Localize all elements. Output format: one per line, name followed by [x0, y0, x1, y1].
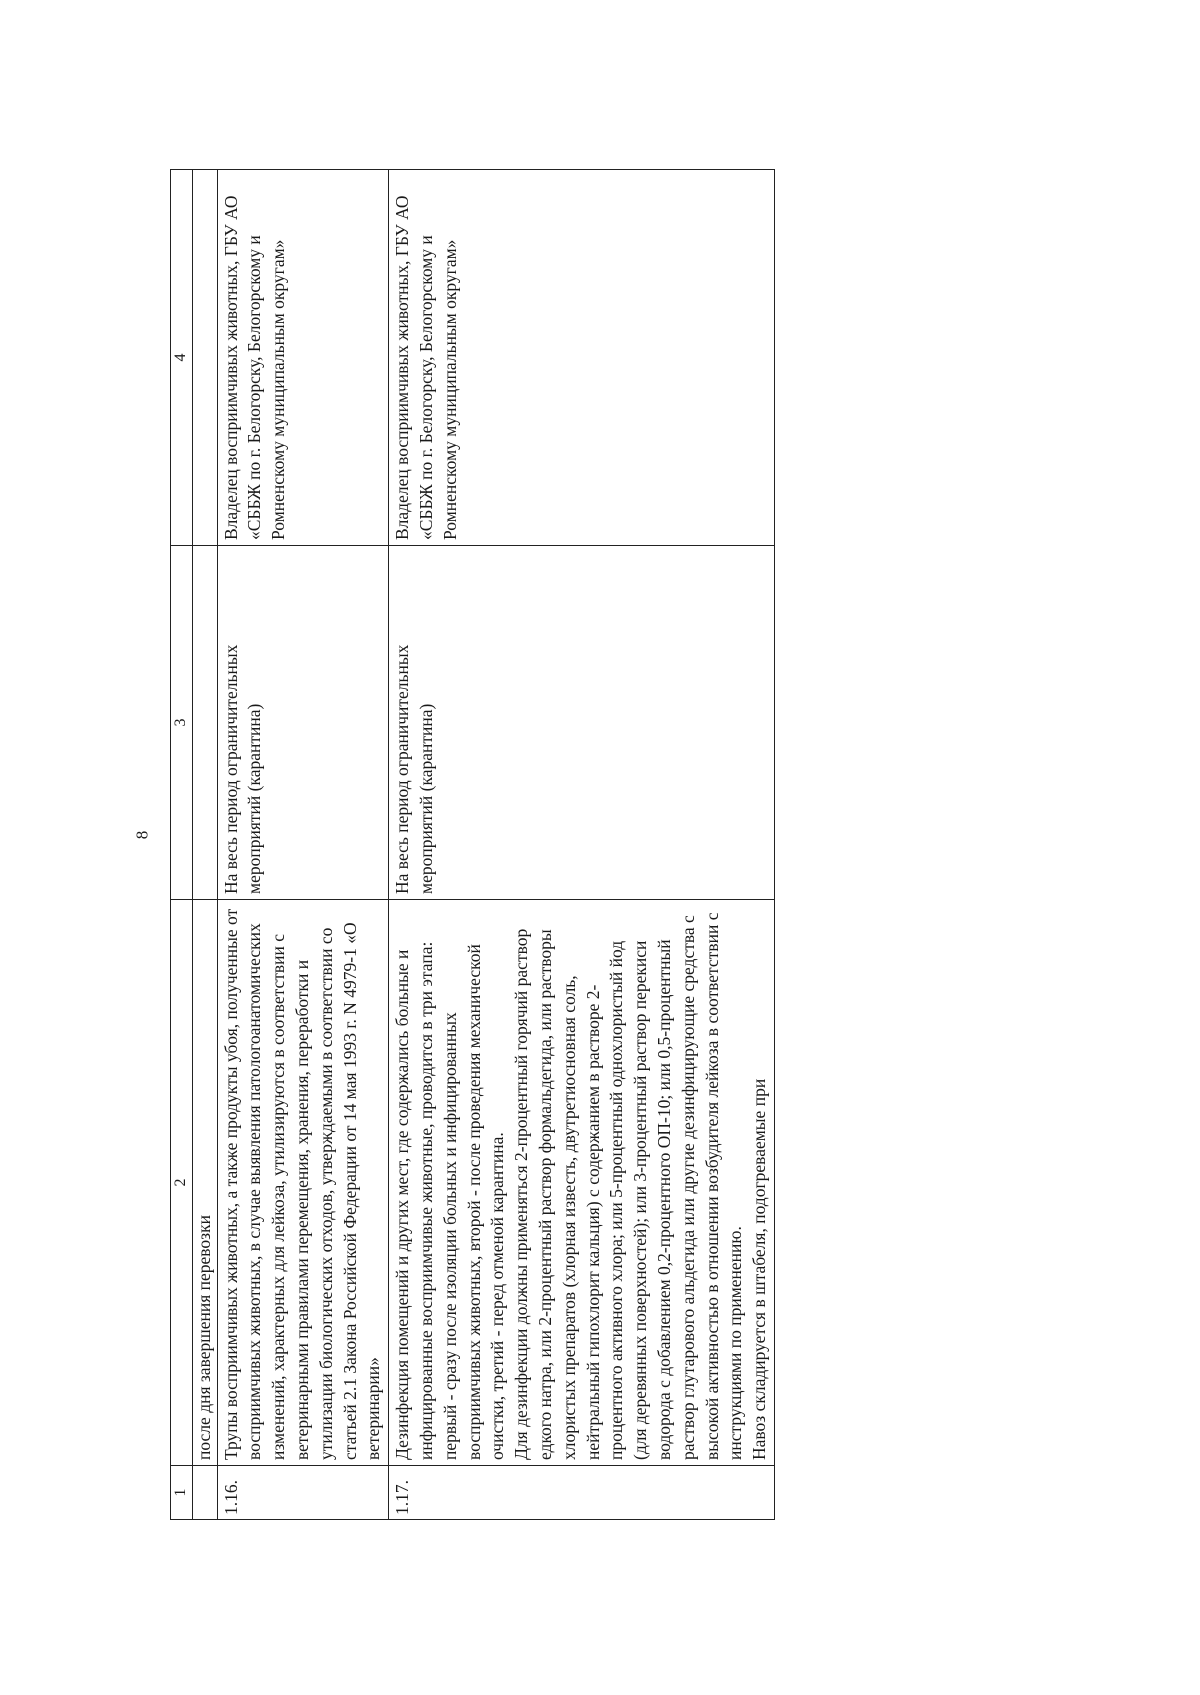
table-header-row: [171, 170, 193, 1520]
measure-paragraph: Для дезинфекции должны применяться 2-процентный горячий раствор едкого натра, или 2-процентный раствор формальдегида, или растворы хлористых препаратов (хлорная известь, двутретиосновная соль, нейтральный гипохлорит кальция) с содержанием в растворе 2-процентного активного хлора; или 5-процентный однохлористый йод (для деревянных поверхностей); или 3-процентный раствор перекиси водорода с добавлением 0,2-процентного ОП-10; или 0,5-процентный раствор глутарового альдегида или другие дезинфицирующие средства с высокой активностью в отношении возбудителя лейкоза в соответствии с инструкциями по применению.: [511, 912, 746, 1460]
page-number: 8: [132, 830, 152, 840]
header-col-1: 1: [171, 1466, 193, 1520]
measure-paragraph: Дезинфекция помещений и других мест, где содержались больные и инфицированные восприимчивые животные, проводится в три этапа: первый - сразу после изоляции больных и инфицированных восприимчивых животных, второй - после проведения механической очистки, третий - перед отменой карантина.: [392, 941, 508, 1460]
row-number: 1.16.: [217, 1466, 389, 1520]
measure-text: Трупы восприимчивых животных, а также продукты убоя, полученные от восприимчивых животных, в случае выявления патологоанатомических изменений, характерных для лейкоза, утилизируются в соответствии с ветеринарными правилами перемещения, хранения, переработки и утилизации биологических отходов, утверждаемыми в соответствии со статьей 2.1 Закона Российской Федерации от 14 мая 1993 г. N 4979-1 «О ветеринарии»: [217, 900, 389, 1466]
continuation-period-cell: [192, 546, 217, 900]
continuation-text: после дня завершения перевозки: [192, 900, 217, 1466]
table-row: [217, 170, 389, 1520]
table-row: [389, 170, 775, 1520]
header-col-2: 2: [171, 900, 193, 1466]
measure-text: [389, 900, 775, 1466]
responsible-text: Владелец восприимчивых животных, ГБУ АО «СББЖ по г. Белогорску, Белогорскому и Ромненскому муниципальным округам»: [217, 170, 389, 546]
measure-paragraph: Навоз складируется в штабеля, подогреваемые при: [749, 1078, 770, 1460]
period-text: На весь период ограничительных мероприятий (карантина): [389, 546, 775, 900]
continuation-row: [192, 170, 217, 1520]
continuation-num-cell: [192, 1466, 217, 1520]
row-number: 1.17.: [389, 1466, 775, 1520]
rotated-page-content: [170, 170, 1070, 1520]
continuation-responsible-cell: [192, 170, 217, 546]
period-text: На весь период ограничительных мероприятий (карантина): [217, 546, 389, 900]
header-col-3: 3: [171, 546, 193, 900]
header-col-4: 4: [171, 170, 193, 546]
measures-table: [170, 169, 775, 1520]
responsible-text: Владелец восприимчивых животных, ГБУ АО «СББЖ по г. Белогорску, Белогорскому и Ромненскому муниципальным округам»: [389, 170, 775, 546]
